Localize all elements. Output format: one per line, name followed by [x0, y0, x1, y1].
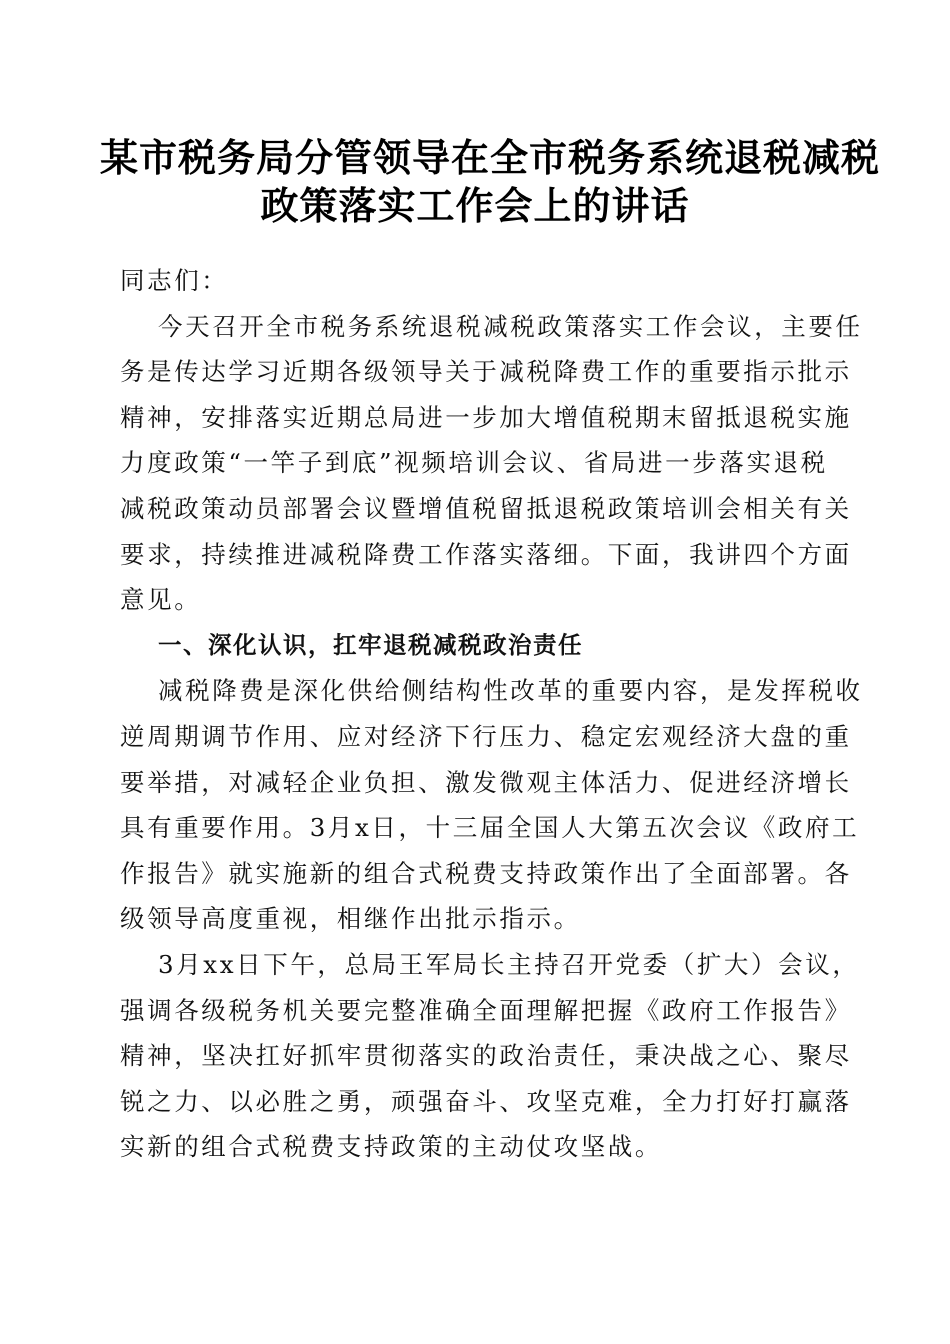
- paragraph-line: 今天召开全市税务系统退税减税政策落实工作会议，主要任: [158, 311, 863, 341]
- paragraph-line: 逆周期调节作用、应对经济下行压力、稳定宏观经济大盘的重: [120, 721, 852, 751]
- paragraph-line: 具有重要作用。3月x日，十三届全国人大第五次会议《政府工: [120, 813, 860, 843]
- paragraph-2: [120, 668, 863, 942]
- salutation: 同志们：: [120, 266, 229, 295]
- paragraph-3: [120, 942, 860, 1170]
- paragraph-line: 作报告》就实施新的组合式税费支持政策作出了全面部署。各: [120, 858, 852, 888]
- paragraph-line: 3月xx日下午，总局王军局长主持召开党委（扩大）会议，: [158, 949, 860, 979]
- paragraph-line: 级领导高度重视，相继作出批示指示。: [120, 904, 581, 934]
- document-title-line-2: 政策落实工作会上的讲话: [260, 183, 690, 228]
- paragraph-line: 锐之力、以必胜之勇，顽强奋斗、攻坚克难，全力打好打赢落: [120, 1086, 852, 1116]
- paragraph-line: 务是传达学习近期各级领导关于减税降费工作的重要指示批示: [120, 357, 852, 387]
- paragraph-line: 要举措，对减轻企业负担、激发微观主体活力、促进经济增长: [120, 767, 852, 797]
- paragraph-line: 强调各级税务机关要完整准确全面理解把握《政府工作报告》: [120, 995, 852, 1025]
- paragraph-line: 减税降费是深化供给侧结构性改革的重要内容，是发挥税收: [158, 676, 863, 706]
- paragraph-line: 实新的组合式税费支持政策的主动仗攻坚战。: [120, 1132, 662, 1162]
- section-heading: 一、深化认识，扛牢退税减税政治责任: [158, 630, 583, 659]
- paragraph-line: 减税政策动员部署会议暨增值税留抵退税政策培训会相关有关: [120, 493, 852, 523]
- paragraph-line: 精神，坚决扛好抓牢贯彻落实的政治责任，秉决战之心、聚尽: [120, 1041, 852, 1071]
- paragraph-1: [120, 304, 863, 623]
- paragraph-line: 精神，安排落实近期总局进一步加大增值税期末留抵退税实施: [120, 402, 852, 432]
- paragraph-line: 要求，持续推进减税降费工作落实落细。下面，我讲四个方面: [120, 539, 852, 569]
- document-title-line-1: 某市税务局分管领导在全市税务系统退税减税: [100, 135, 881, 180]
- document-body: [120, 258, 863, 1170]
- paragraph-line: 力度政策“一竿子到底”视频培训会议、省局进一步落实退税: [120, 448, 828, 478]
- paragraph-line: 意见。: [120, 585, 202, 615]
